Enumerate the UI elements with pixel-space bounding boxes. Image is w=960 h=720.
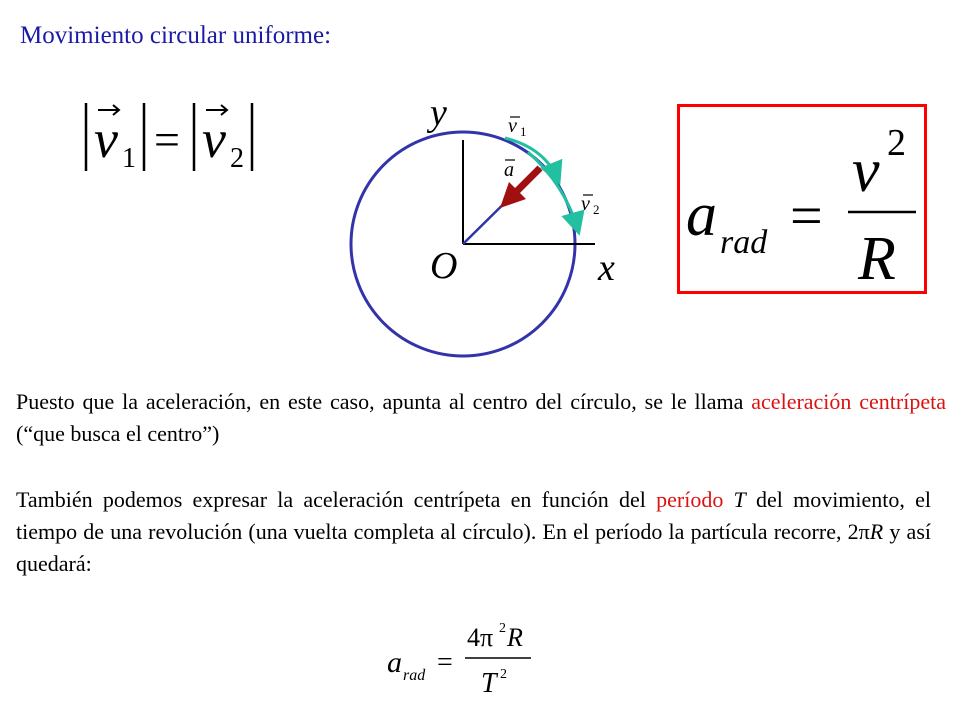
paragraph-text: Puesto que la aceleración, en este caso, apunta al centro del círculo, se le llama (16, 389, 752, 414)
x-axis-label: x (598, 247, 615, 289)
exponent-2: 2 (887, 122, 906, 164)
denominator-exponent: 2 (500, 667, 507, 682)
explanation-paragraph (16, 386, 946, 450)
a-label: a (504, 159, 514, 181)
R-symbol: R (869, 519, 884, 544)
rad-subscript: rad (403, 667, 426, 684)
equals-sign: = (437, 647, 453, 678)
circular-motion-diagram (340, 90, 660, 365)
paragraph-text: del movimiento, el tiempo de una revolución (una vuelta completa al círculo). En el período la partícula recorre, 2π (16, 487, 931, 544)
paragraph-text: (“que busca el centro”) (16, 421, 220, 446)
origin-label: O (430, 245, 458, 287)
equation-speed-equality (78, 95, 278, 180)
numerator-coefficient: 4π (467, 623, 494, 652)
centripetal-formula-box (677, 104, 927, 294)
acceleration-arrow-shaft (515, 168, 540, 193)
y-axis-label: y (430, 92, 447, 134)
period-paragraph (16, 484, 931, 580)
slide-title: Movimiento circular uniforme: (20, 22, 332, 49)
v1-label: v (508, 115, 517, 137)
equals-sign: = (154, 114, 180, 165)
a-symbol: a (387, 646, 402, 679)
denominator-T: T (481, 668, 497, 699)
v2-label: v (581, 193, 590, 215)
v2-subscript: 2 (230, 143, 244, 174)
a-symbol: a (686, 181, 717, 249)
v2-symbol: v (202, 109, 226, 169)
space (723, 487, 733, 512)
v1-subscript: 1 (122, 143, 136, 174)
v1-symbol: v (94, 109, 118, 169)
equals-sign: = (790, 183, 823, 248)
v2-label-subscript: 2 (593, 202, 600, 217)
T-symbol: T (733, 487, 746, 512)
v1-label-subscript: 1 (520, 124, 527, 139)
v-numerator: v (852, 137, 880, 205)
period-term: período (656, 487, 724, 512)
R-denominator: R (858, 225, 896, 291)
numerator-R: R (507, 623, 523, 652)
numerator-exponent: 2 (499, 621, 506, 636)
centripetal-formula (680, 107, 924, 291)
paragraph-text: También podemos expresar la aceleración centrípeta en función del (16, 487, 657, 512)
centripetal-term: aceleración centrípeta (751, 389, 946, 414)
period-formula (385, 616, 535, 706)
rad-subscript: rad (720, 224, 768, 261)
paragraph-text: y así quedará: (16, 519, 931, 576)
